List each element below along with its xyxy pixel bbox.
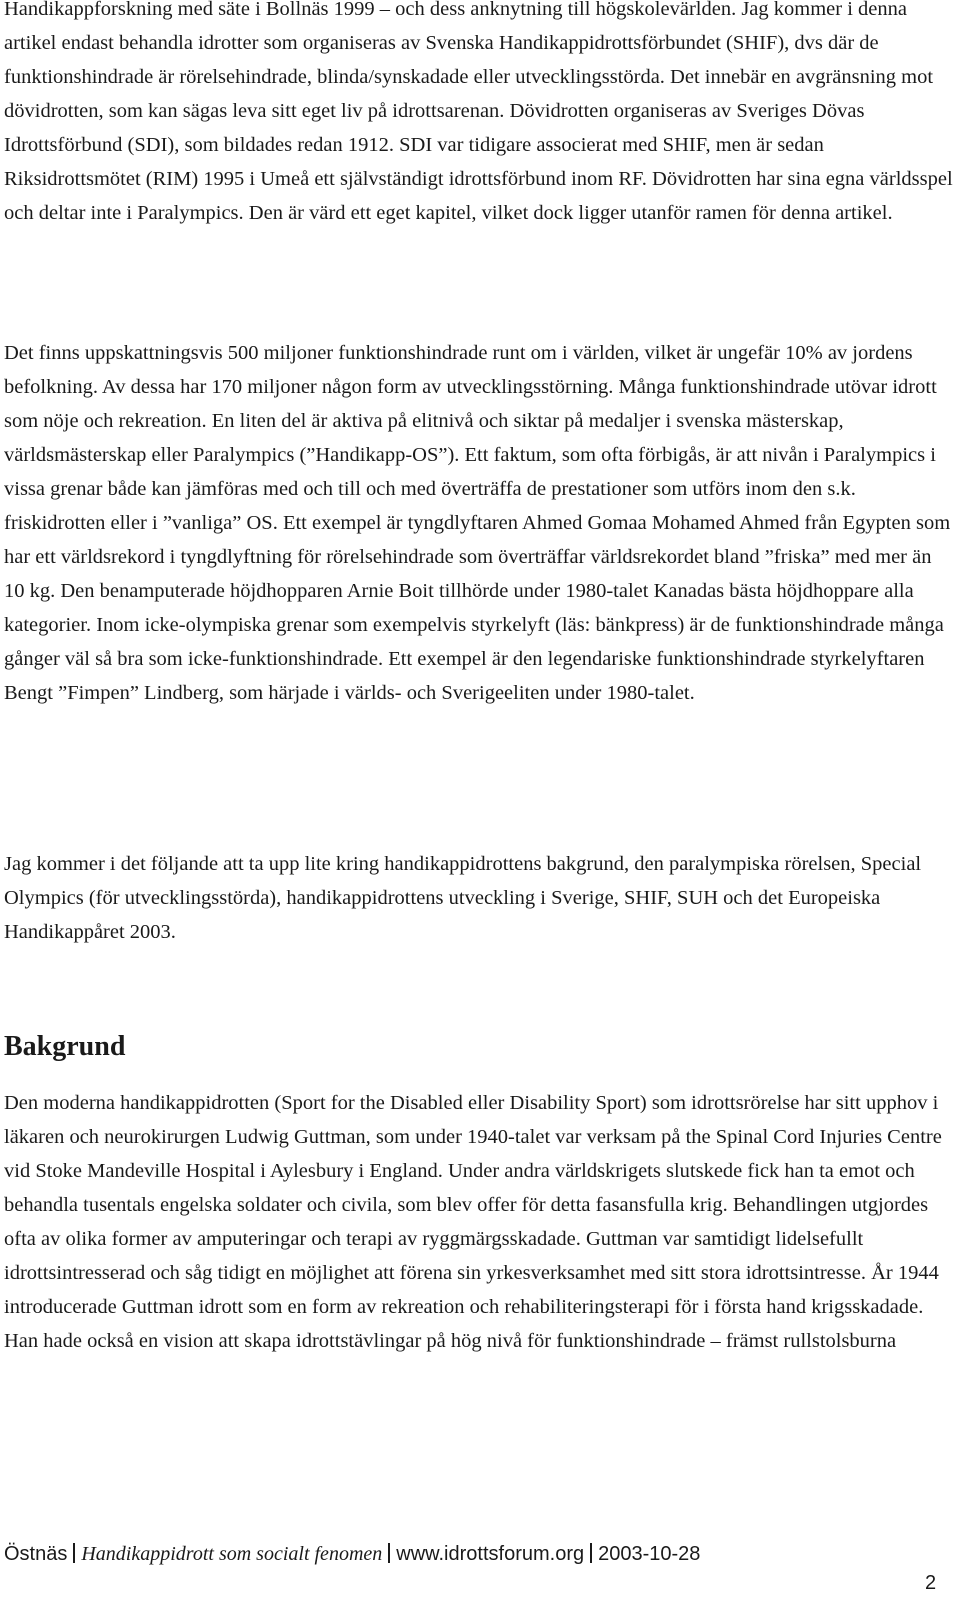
footer-date: 2003-10-28	[598, 1543, 701, 1565]
paragraph-statistics: Det finns uppskattningsvis 500 miljoner funktionshindrade runt om i världen, vilket är ungefär 10% av jordens befolkning. Av dessa har 170 miljoner någon form av utvecklingsstörning. Många funktionshindrade utövar idrott som nöje och rekreation. En liten del är aktiva på elitnivå och siktar på medaljer i svenska mästerskap, världsmästerskap eller Paralympics (”Handikapp-OS”). Ett faktum, som ofta förbigås, är att nivån i Paralympics i vissa grenar både kan jämföras med och till och med överträffa de prestationer som utförs inom den s.k. friskidrotten eller i ”vanliga” OS. Ett exempel är tyngdlyftaren Ahmed Gomaa Mohamed Ahmed från Egypten som har ett världsrekord i tyngdlyftning för rörelsehindrade som överträffar världsrekordet bland ”friska” med mer än 10 kg. Den benamputerade höjdhopparen Arnie Boit tillhörde under 1980-talet Kanadas bästa höjdhoppare alla kategorier. Inom icke-olympiska grenar som exempelvis styrkelyft (läs: bänkpress) är de funktionshindrade många gånger väl så bra som icke-funktionshindrade. Ett exempel är den legendariske funktionshindrade styrkelyftaren Bengt ”Fimpen” Lindberg, som härjade i världs- och Sverigeeliten under 1980-talet.	[4, 342, 951, 704]
section-heading: Bakgrund	[4, 1031, 126, 1062]
footer-site: www.idrottsforum.org	[396, 1543, 585, 1565]
page-number: 2	[925, 1572, 937, 1594]
footer-separator	[388, 1543, 390, 1563]
footer-separator	[590, 1543, 592, 1563]
footer-separator	[73, 1543, 75, 1563]
footer-author: Östnäs	[4, 1543, 68, 1565]
paragraph-outline: Jag kommer i det följande att ta upp lite kring handikappidrottens bakgrund, den paralympiska rörelsen, Special Olympics (för utvecklingsstörda), handikappidrottens utveckling i Sverige, SHIF, SUH och det Europeiska Handikappåret 2003.	[4, 853, 922, 943]
paragraph-intro-scope: Handikappforskning med säte i Bollnäs 1999 – och dess anknytning till högskolevärlden. Jag kommer i denna artikel endast behandla idrotter som organiseras av Svenska Handikappidrottsförbundet (SHIF), dvs där de funktionshindrade är rörelsehindrade, blinda/synskadade eller utvecklingsstörda. Det innebär en avgränsning mot dövidrotten, som kan sägas leva sitt eget liv på idrottsarenan. Dövidrotten organiseras av Sveriges Dövas Idrottsförbund (SDI), som bildades redan 1912. SDI var tidigare associerat med SHIF, men är sedan Riksidrottsmötet (RIM) 1995 i Umeå ett självständigt idrottsförbund inom RF. Dövidrotten har sina egna världsspel och deltar inte i Paralympics. Den är värd ett eget kapitel, vilket dock ligger utanför ramen för denna artikel.	[4, 0, 953, 224]
footer-title: Handikappidrott som socialt fenomen	[81, 1543, 383, 1565]
paragraph-background: Den moderna handikappidrotten (Sport for the Disabled eller Disability Sport) som idrottsrörelse har sitt upphov i läkaren och neurokirurgen Ludwig Guttman, som under 1940-talet var verksam på the Spinal Cord Injuries Centre vid Stoke Mandeville Hospital i Aylesbury i England. Under andra världskrigets slutskede fick han ta emot och behandla tusentals engelska soldater och civila, som blev offer för detta fasansfulla krig. Behandlingen utgjordes ofta av olika former av amputeringar och terapi av ryggmärgsskadade. Guttman var samtidigt lidelsefullt idrottsintresserad och såg tidigt en möjlighet att förena sin yrkesverksamhet med sitt stora idrottsintresse. År 1944 introducerade Guttman idrott som en form av rekreation och rehabiliteringsterapi för i första hand krigsskadade. Han hade också en vision att skapa idrottstävlingar på hög nivå för funktionshindrade – främst rullstolsburna	[4, 1092, 942, 1352]
page-footer	[4, 1541, 700, 1567]
